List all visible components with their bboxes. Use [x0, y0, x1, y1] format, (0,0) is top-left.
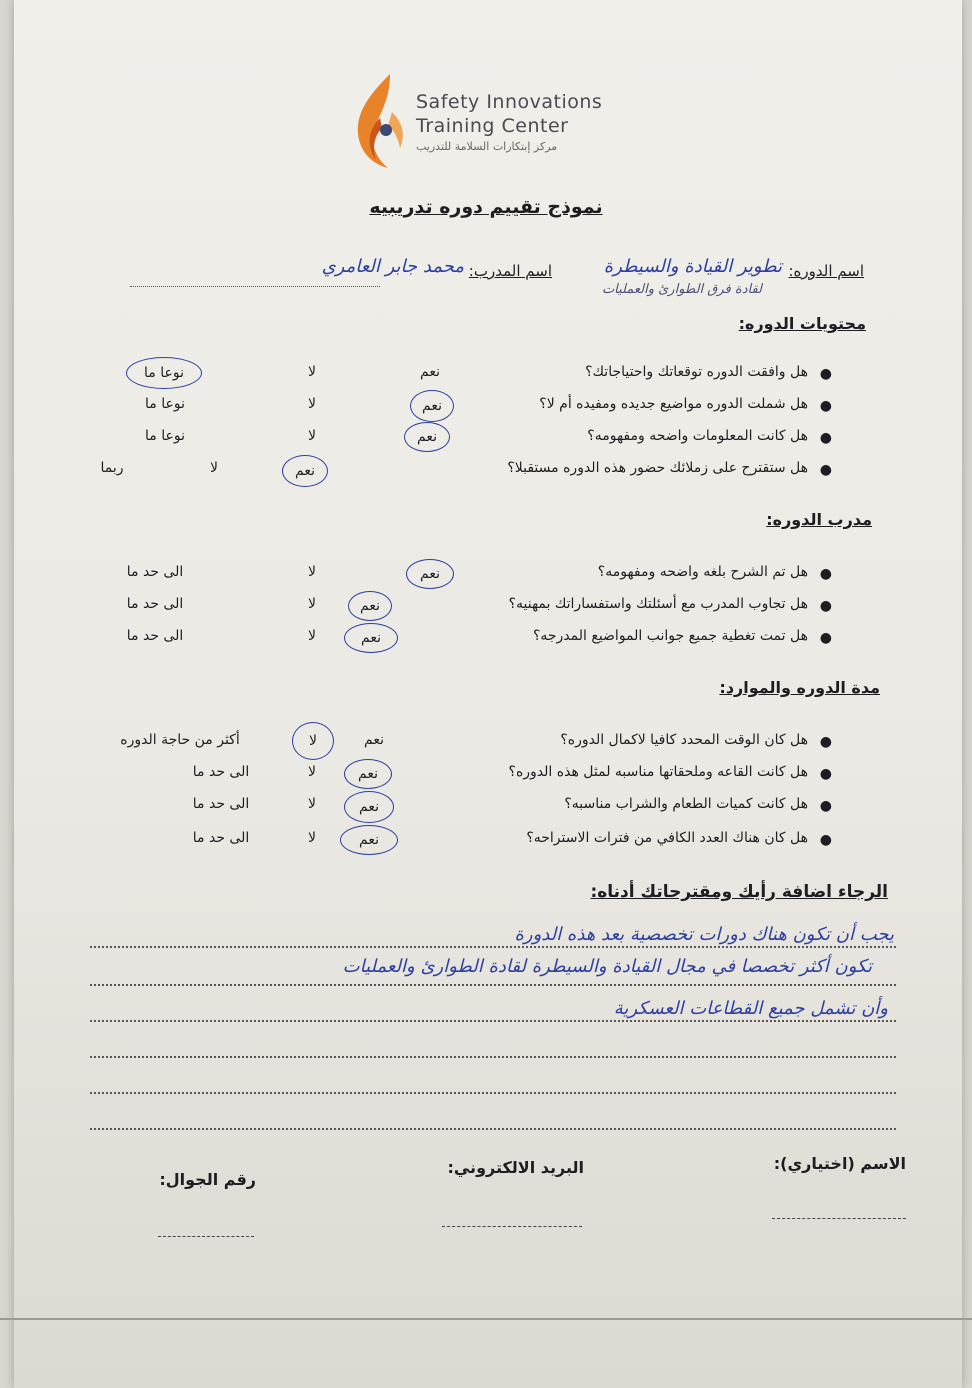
- question-duration-2: هل كانت القاعه وملحقاتها مناسبه لمثل هذه الدوره؟: [508, 764, 808, 780]
- option-no-selected[interactable]: لا: [292, 722, 334, 760]
- comment-rule-6: [90, 1128, 896, 1130]
- comment-rule-4: [90, 1056, 896, 1058]
- option-no[interactable]: لا: [308, 796, 316, 812]
- logo: [350, 72, 620, 172]
- mobile-label: رقم الجوال:: [159, 1170, 256, 1189]
- email-field[interactable]: [442, 1226, 582, 1227]
- question-duration-4: هل كان هناك العدد الكافي من فترات الاستراحه؟: [526, 830, 808, 846]
- option-other[interactable]: الى حد ما: [126, 628, 184, 644]
- option-other[interactable]: الى حد ما: [192, 830, 250, 846]
- bullet-icon: ●: [819, 798, 832, 814]
- bullet-icon: ●: [819, 566, 832, 582]
- option-no[interactable]: لا: [308, 764, 316, 780]
- section-heading-trainer: مدرب الدوره:: [766, 510, 872, 529]
- trainer-dotted-line: [130, 286, 380, 287]
- question-content-4: هل ستقترح على زملائك حضور هذه الدوره مستقبلا؟: [507, 460, 808, 476]
- option-yes[interactable]: نعم: [364, 732, 384, 748]
- option-yes-selected[interactable]: نعم: [404, 422, 450, 452]
- name-field[interactable]: [772, 1218, 906, 1219]
- option-yes-selected[interactable]: نعم: [344, 623, 398, 653]
- question-trainer-2: هل تجاوب المدرب مع أسئلتك واستفساراتك بمهنيه؟: [508, 596, 808, 612]
- option-other[interactable]: ربما: [100, 460, 124, 476]
- paper-fold-line: [0, 1318, 972, 1320]
- option-other-selected[interactable]: نوعا ما: [126, 357, 202, 389]
- option-yes-selected[interactable]: نعم: [340, 825, 398, 855]
- section-heading-comments: الرجاء اضافة رأيك ومقترحاتك أدناه:: [590, 882, 888, 902]
- option-other[interactable]: الى حد ما: [126, 564, 184, 580]
- bullet-icon: ●: [819, 398, 832, 414]
- question-trainer-3: هل تمت تغطية جميع جوانب المواضيع المدرجه؟: [532, 628, 808, 644]
- option-no[interactable]: لا: [308, 428, 316, 444]
- option-yes[interactable]: نعم: [420, 364, 440, 380]
- question-trainer-1: هل تم الشرح بلغه واضحه ومفهومه؟: [597, 564, 808, 580]
- option-no[interactable]: لا: [308, 396, 316, 412]
- mobile-field[interactable]: [158, 1236, 254, 1237]
- comment-line-2[interactable]: تكون أكثر تخصصا في مجال القيادة والسيطرة لقادة الطوارئ والعمليات: [342, 956, 872, 977]
- email-label: البريد الالكتروني:: [447, 1158, 584, 1177]
- comment-line-3[interactable]: وأن تشمل جميع القطاعات العسكرية: [613, 998, 888, 1019]
- question-content-1: هل وافقت الدوره توقعاتك واحتياجاتك؟: [585, 364, 808, 380]
- option-yes-selected[interactable]: نعم: [282, 455, 328, 487]
- option-other[interactable]: الى حد ما: [126, 596, 184, 612]
- name-label: الاسم (اختياري):: [773, 1154, 906, 1173]
- course-label: اسم الدوره:: [788, 262, 864, 280]
- option-yes-selected[interactable]: نعم: [406, 559, 454, 589]
- option-no[interactable]: لا: [308, 364, 316, 380]
- option-other[interactable]: أكثر من حاجة الدوره: [120, 732, 240, 748]
- question-content-3: هل كانت المعلومات واضحه ومفهومه؟: [587, 428, 808, 444]
- section-heading-content: محتويات الدوره:: [738, 314, 866, 333]
- option-other[interactable]: الى حد ما: [192, 796, 250, 812]
- question-duration-1: هل كان الوقت المحدد كافيا لاكمال الدوره؟: [560, 732, 808, 748]
- section-heading-duration: مدة الدوره والموارد:: [719, 678, 880, 697]
- bullet-icon: ●: [819, 766, 832, 782]
- option-other[interactable]: نوعا ما: [145, 396, 185, 412]
- form-title: نموذج تقييم دوره تدريبيه: [369, 196, 603, 218]
- bullet-icon: ●: [819, 462, 832, 478]
- option-yes-selected[interactable]: نعم: [344, 791, 394, 823]
- option-other[interactable]: نوعا ما: [145, 428, 185, 444]
- option-no[interactable]: لا: [210, 460, 218, 476]
- option-no[interactable]: لا: [308, 564, 316, 580]
- option-other[interactable]: الى حد ما: [192, 764, 250, 780]
- comment-rule-1: [90, 946, 896, 948]
- flame-logo-icon: [350, 72, 416, 172]
- bullet-icon: ●: [819, 734, 832, 750]
- bullet-icon: ●: [819, 366, 832, 382]
- course-value-line2: لقادة فرق الطوارئ والعمليات: [601, 282, 762, 297]
- option-no[interactable]: لا: [308, 596, 316, 612]
- trainer-value: محمد جابر العامري: [321, 256, 464, 277]
- comment-rule-5: [90, 1092, 896, 1094]
- bullet-icon: ●: [819, 630, 832, 646]
- question-duration-3: هل كانت كميات الطعام والشراب مناسبه؟: [564, 796, 808, 812]
- course-value: تطوير القيادة والسيطرة: [603, 256, 782, 277]
- question-content-2: هل شملت الدوره مواضيع جديده ومفيده أم لا؟: [539, 396, 808, 412]
- logo-line-1: Safety Innovations: [416, 91, 603, 113]
- logo-line-2: Training Center: [416, 115, 569, 137]
- bullet-icon: ●: [819, 832, 832, 848]
- bullet-icon: ●: [819, 430, 832, 446]
- option-no[interactable]: لا: [308, 830, 316, 846]
- option-yes-selected[interactable]: نعم: [344, 759, 392, 789]
- comment-rule-3: [90, 1020, 896, 1022]
- option-no[interactable]: لا: [308, 628, 316, 644]
- logo-arabic: مركز إبتكارات السلامة للتدريب: [416, 140, 558, 153]
- option-yes-selected[interactable]: نعم: [410, 390, 454, 422]
- bullet-icon: ●: [819, 598, 832, 614]
- comment-line-1[interactable]: يجب أن تكون هناك دورات تخصصية بعد هذه الدورة: [514, 924, 894, 945]
- option-yes-selected[interactable]: نعم: [348, 591, 392, 621]
- comment-rule-2: [90, 984, 896, 986]
- trainer-label: اسم المدرب:: [468, 262, 552, 280]
